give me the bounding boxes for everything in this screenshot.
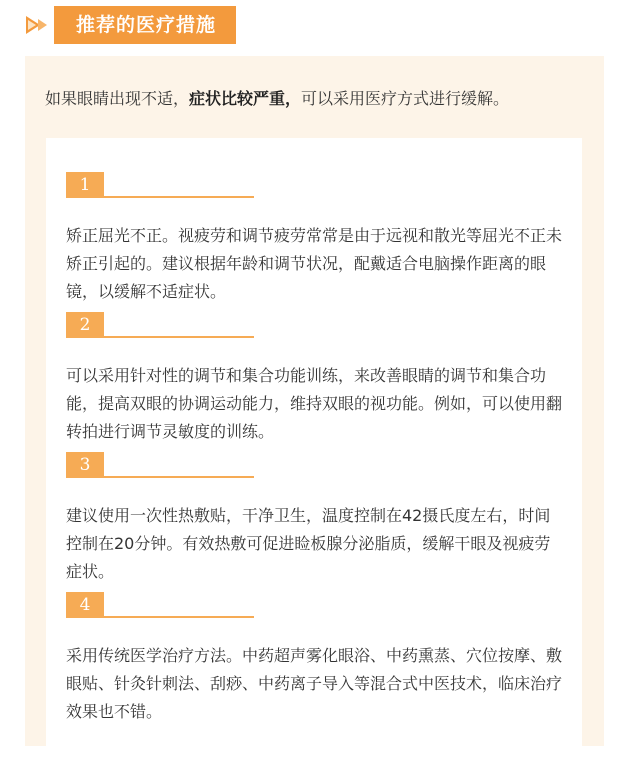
- intro-text-end: 可以采用医疗方式进行缓解。: [301, 89, 510, 108]
- intro-text: 如果眼睛出现不适，: [45, 89, 190, 108]
- step-text: 建议使用一次性热敷贴，干净卫生，温度控制在42摄氏度左右，时间控制在20分钟。有效热敷可促进睑板腺分泌脂质，缓解干眼及视疲劳症状。: [66, 506, 551, 581]
- step-underline: [104, 336, 254, 338]
- step-number-badge: 3: [66, 452, 104, 478]
- step-underline: [104, 196, 254, 198]
- intro-paragraph: [45, 86, 594, 112]
- intro-emphasis: 症状比较严重，: [189, 89, 302, 108]
- measures-card: [46, 138, 582, 758]
- step-underline: [104, 616, 254, 618]
- step-number-badge: 2: [66, 312, 104, 338]
- content-panel: [25, 56, 604, 746]
- step-underline: [104, 476, 254, 478]
- step-text: 矫正屈光不正。视疲劳和调节疲劳常常是由于远视和散光等屈光不正未矫正引起的。建议根据年龄和调节状况，配戴适合电脑操作距离的眼镜，以缓解不适症状。: [66, 226, 563, 301]
- section-header: [24, 6, 236, 44]
- step-number-badge: 4: [66, 592, 104, 618]
- step-text: 采用传统医学治疗方法。中药超声雾化眼浴、中药熏蒸、穴位按摩、敷眼贴、针灸针刺法、刮痧、中药离子导入等混合式中医技术，临床治疗效果也不错。: [66, 646, 563, 721]
- arrow-icon: [24, 13, 50, 37]
- section-title: 推荐的医疗措施: [54, 6, 236, 44]
- step-number-badge: 1: [66, 172, 104, 198]
- step-text: 可以采用针对性的调节和集合功能训练，来改善眼睛的调节和集合功能，提高双眼的协调运动能力，维持双眼的视功能。例如，可以使用翻转拍进行调节灵敏度的训练。: [66, 366, 563, 441]
